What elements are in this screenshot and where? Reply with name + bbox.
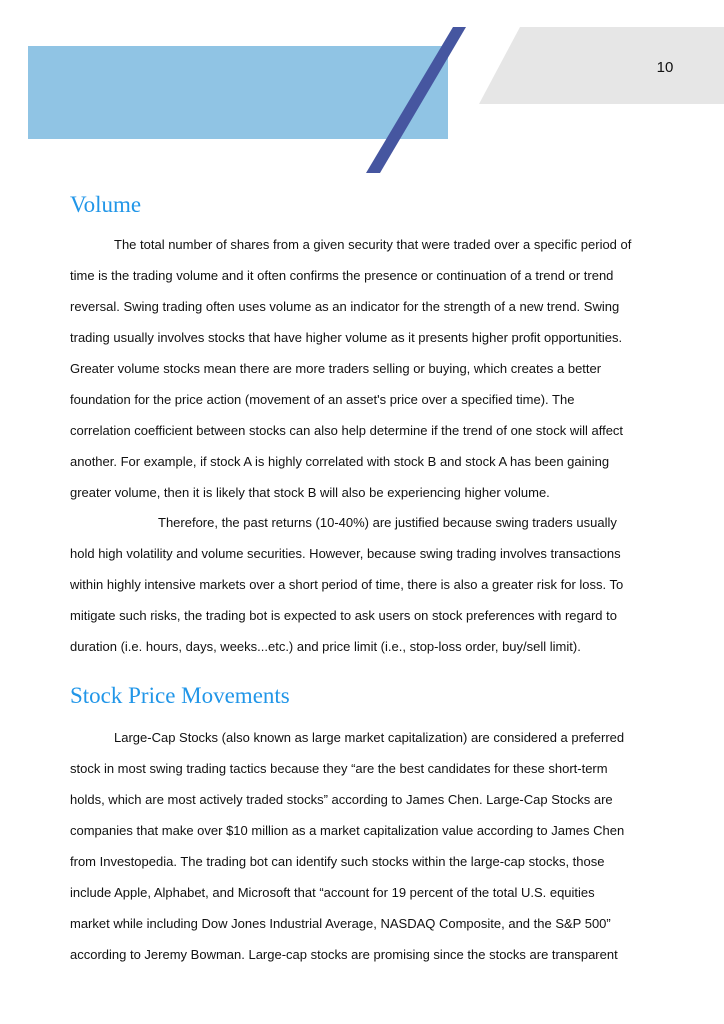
volume-paragraph-1 bbox=[70, 236, 670, 515]
text-line: from Investopedia. The trading bot can identify such stocks within the large-cap stocks, those bbox=[70, 854, 605, 869]
section-heading-volume: Volume bbox=[70, 192, 142, 217]
text-line: according to Jeremy Bowman. Large-cap stocks are promising since the stocks are transparent bbox=[70, 947, 618, 962]
text-line: Therefore, the past returns (10-40%) are justified because swing traders usually bbox=[158, 515, 617, 530]
text-line: greater volume, then it is likely that stock B will also be experiencing higher volume. bbox=[70, 485, 550, 500]
text-line: correlation coefficient between stocks can also help determine if the trend of one stock will affect bbox=[70, 423, 624, 438]
text-line: within highly intensive markets over a short period of time, there is also a greater risk for loss. To bbox=[70, 577, 624, 592]
text-line: trading usually involves stocks that have higher volume as it presents higher profit opportunities. bbox=[70, 330, 623, 345]
text-line: The total number of shares from a given security that were traded over a specific period of bbox=[114, 237, 632, 252]
header-decoration bbox=[0, 0, 724, 180]
text-line: another. For example, if stock A is highly correlated with stock B and stock A has been gaining bbox=[70, 454, 610, 469]
text-line: companies that make over $10 million as a market capitalization value according to James Chen bbox=[70, 823, 625, 838]
text-line: reversal. Swing trading often uses volume as an indicator for the strength of a new trend. Swing bbox=[70, 299, 620, 314]
section-heading-stock-price-movements: Stock Price Movements bbox=[70, 683, 290, 708]
text-line: holds, which are most actively traded stocks” according to James Chen. Large-Cap Stocks are bbox=[70, 792, 613, 807]
text-line: Large-Cap Stocks (also known as large market capitalization) are considered a preferred bbox=[114, 730, 625, 745]
text-line: Greater volume stocks mean there are more traders selling or buying, which creates a better bbox=[70, 361, 602, 376]
text-line: include Apple, Alphabet, and Microsoft that “account for 19 percent of the total U.S. equities bbox=[70, 885, 595, 900]
text-line: market while including Dow Jones Industrial Average, NASDAQ Composite, and the S&P 500” bbox=[70, 916, 611, 931]
text-line: mitigate such risks, the trading bot is expected to ask users on stock preferences with regard to bbox=[70, 608, 617, 623]
text-line: duration (i.e. hours, days, weeks...etc.) and price limit (i.e., stop-loss order, buy/sell limit). bbox=[70, 639, 581, 654]
stock-price-paragraph-1 bbox=[70, 729, 670, 977]
volume-paragraph-2 bbox=[70, 514, 670, 669]
text-line: hold high volatility and volume securities. However, because swing trading involves transactions bbox=[70, 546, 621, 561]
light-blue-band bbox=[28, 46, 448, 139]
text-line: foundation for the price action (movement of an asset's price over a specified time). The bbox=[70, 392, 575, 407]
text-line: time is the trading volume and it often confirms the presence or continuation of a trend or trend bbox=[70, 268, 614, 283]
page-number: 10 bbox=[656, 59, 674, 76]
text-line: stock in most swing trading tactics because they “are the best candidates for these short-term bbox=[70, 761, 608, 776]
